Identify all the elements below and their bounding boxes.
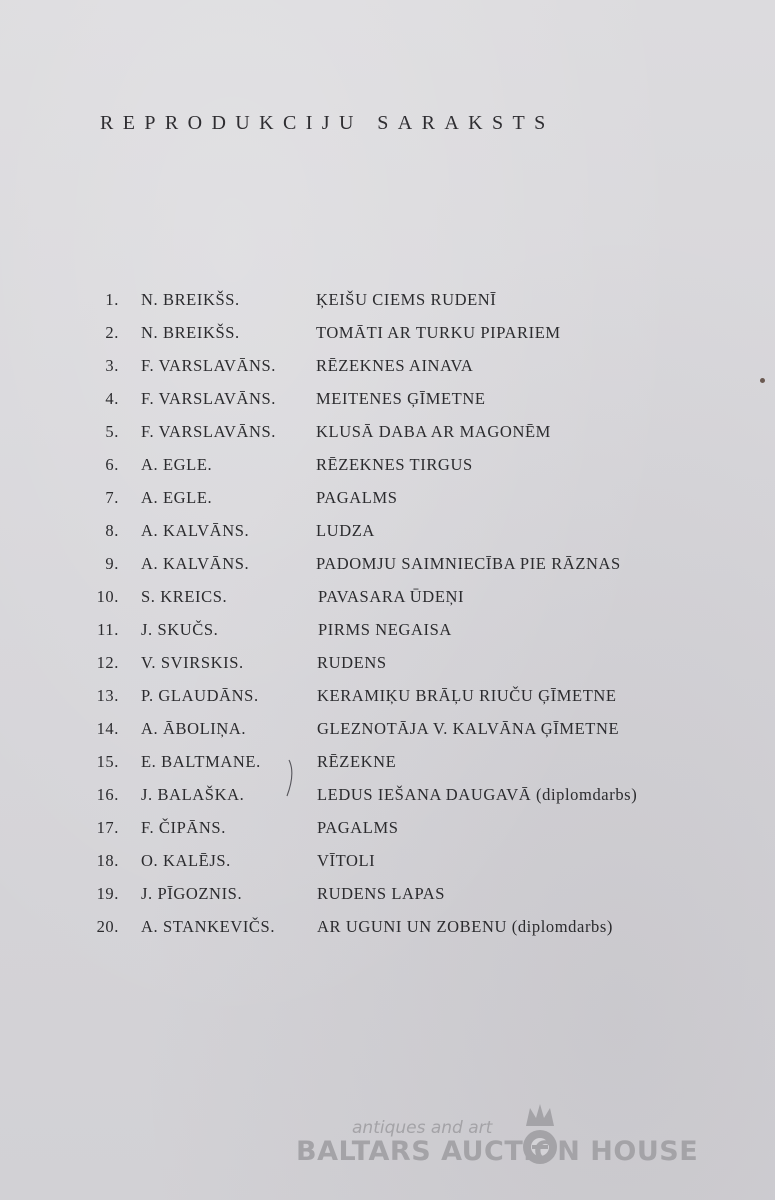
list-item [0, 779, 775, 812]
item-work-title: RĒZEKNES TIRGUS [316, 455, 473, 474]
item-work-title: PAGALMS [316, 488, 398, 507]
item-work-title: RĒZEKNE [317, 752, 397, 771]
item-artist: F. VARSLAVĀNS. [141, 356, 277, 375]
item-artist: J. SKUČS. [141, 620, 219, 639]
item-artist: A. EGLE. [141, 488, 213, 507]
item-artist: N. BREIKŠS. [141, 290, 240, 309]
item-artist: O. KALĒJS. [141, 851, 231, 870]
item-number: 9. [105, 554, 119, 573]
item-work-title: PAVASARA ŪDEŅI [318, 587, 465, 606]
list-item [0, 350, 775, 383]
list-item [0, 317, 775, 350]
list-item [0, 449, 775, 482]
list-item [0, 383, 775, 416]
list-item [0, 878, 775, 911]
watermark-tagline: antiques and art [352, 1118, 493, 1138]
item-work-title: PADOMJU SAIMNIECĪBA PIE RĀZNAS [316, 554, 621, 573]
item-number: 7. [105, 488, 119, 507]
list-item [0, 614, 775, 647]
item-work-title: PAGALMS [317, 818, 399, 837]
item-number: 2. [105, 323, 119, 342]
item-number: 3. [105, 356, 119, 375]
item-work-title: ĶEIŠU CIEMS RUDENĪ [316, 290, 497, 309]
item-artist: N. BREIKŠS. [141, 323, 240, 342]
list-item [0, 845, 775, 878]
item-work-title: RUDENS LAPAS [317, 884, 446, 903]
item-number: 8. [105, 521, 119, 540]
item-number: 19. [96, 884, 119, 903]
item-work-title: KERAMIĶU BRĀĻU RIUČU ĢĪMETNE [317, 686, 617, 705]
list-item [0, 680, 775, 713]
item-number: 10. [96, 587, 119, 606]
item-number: 12. [96, 653, 119, 672]
item-artist: J. PĪGOZNIS. [141, 884, 243, 903]
item-work-title: RĒZEKNES AINAVA [316, 356, 474, 375]
item-artist: A. STANKEVIČS. [141, 917, 276, 936]
item-work-title: TOMĀTI AR TURKU PIPARIEM [316, 323, 561, 342]
item-work-title: KLUSĀ DABA AR MAGONĒM [316, 422, 551, 441]
item-artist: S. KREICS. [141, 587, 228, 606]
list-item [0, 284, 775, 317]
item-number: 11. [97, 620, 119, 639]
item-artist: E. BALTMANE. [141, 752, 261, 771]
item-work-title: LUDZA [316, 521, 375, 540]
item-artist: J. BALAŠKA. [141, 785, 245, 804]
page-title: REPRODUKCIJU SARAKSTS [100, 112, 555, 134]
list-item [0, 416, 775, 449]
list-item [0, 911, 775, 944]
reproduction-list [0, 284, 775, 944]
item-artist: F. VARSLAVĀNS. [141, 422, 277, 441]
item-artist: A. KALVĀNS. [141, 521, 250, 540]
item-number: 15. [96, 752, 119, 771]
watermark-name: BALTARS AUCTION HOUSE [296, 1136, 699, 1167]
list-item [0, 812, 775, 845]
watermark [296, 1098, 716, 1178]
item-work-title: LEDUS IEŠANA DAUGAVĀ (diplomdarbs) [317, 785, 638, 804]
item-artist: F. ČIPĀNS. [141, 818, 226, 837]
item-work-title: AR UGUNI UN ZOBENU (diplomdarbs) [317, 917, 614, 936]
item-number: 6. [105, 455, 119, 474]
list-item [0, 482, 775, 515]
paper-speck [760, 378, 765, 383]
item-number: 13. [96, 686, 119, 705]
pen-mark [281, 756, 305, 806]
item-number: 17. [96, 818, 119, 837]
item-number: 18. [96, 851, 119, 870]
item-artist: A. KALVĀNS. [141, 554, 250, 573]
item-number: 4. [105, 389, 119, 408]
list-item [0, 581, 775, 614]
item-work-title: GLEZNOTĀJA V. KALVĀNA ĢĪMETNE [317, 719, 620, 738]
list-item [0, 713, 775, 746]
item-artist: V. SVIRSKIS. [141, 653, 244, 672]
item-artist: F. VARSLAVĀNS. [141, 389, 277, 408]
list-item [0, 746, 775, 779]
item-number: 20. [96, 917, 119, 936]
item-number: 16. [96, 785, 119, 804]
item-number: 14. [96, 719, 119, 738]
item-work-title: RUDENS [317, 653, 387, 672]
item-work-title: MEITENES ĢĪMETNE [316, 389, 486, 408]
item-artist: P. GLAUDĀNS. [141, 686, 259, 705]
item-work-title: PIRMS NEGAISA [318, 620, 452, 639]
item-artist: A. ĀBOLIŅA. [141, 719, 247, 738]
list-item [0, 515, 775, 548]
list-item [0, 548, 775, 581]
item-work-title: VĪTOLI [317, 851, 376, 870]
item-artist: A. EGLE. [141, 455, 213, 474]
item-number: 5. [105, 422, 119, 441]
list-item [0, 647, 775, 680]
item-number: 1. [105, 290, 119, 309]
